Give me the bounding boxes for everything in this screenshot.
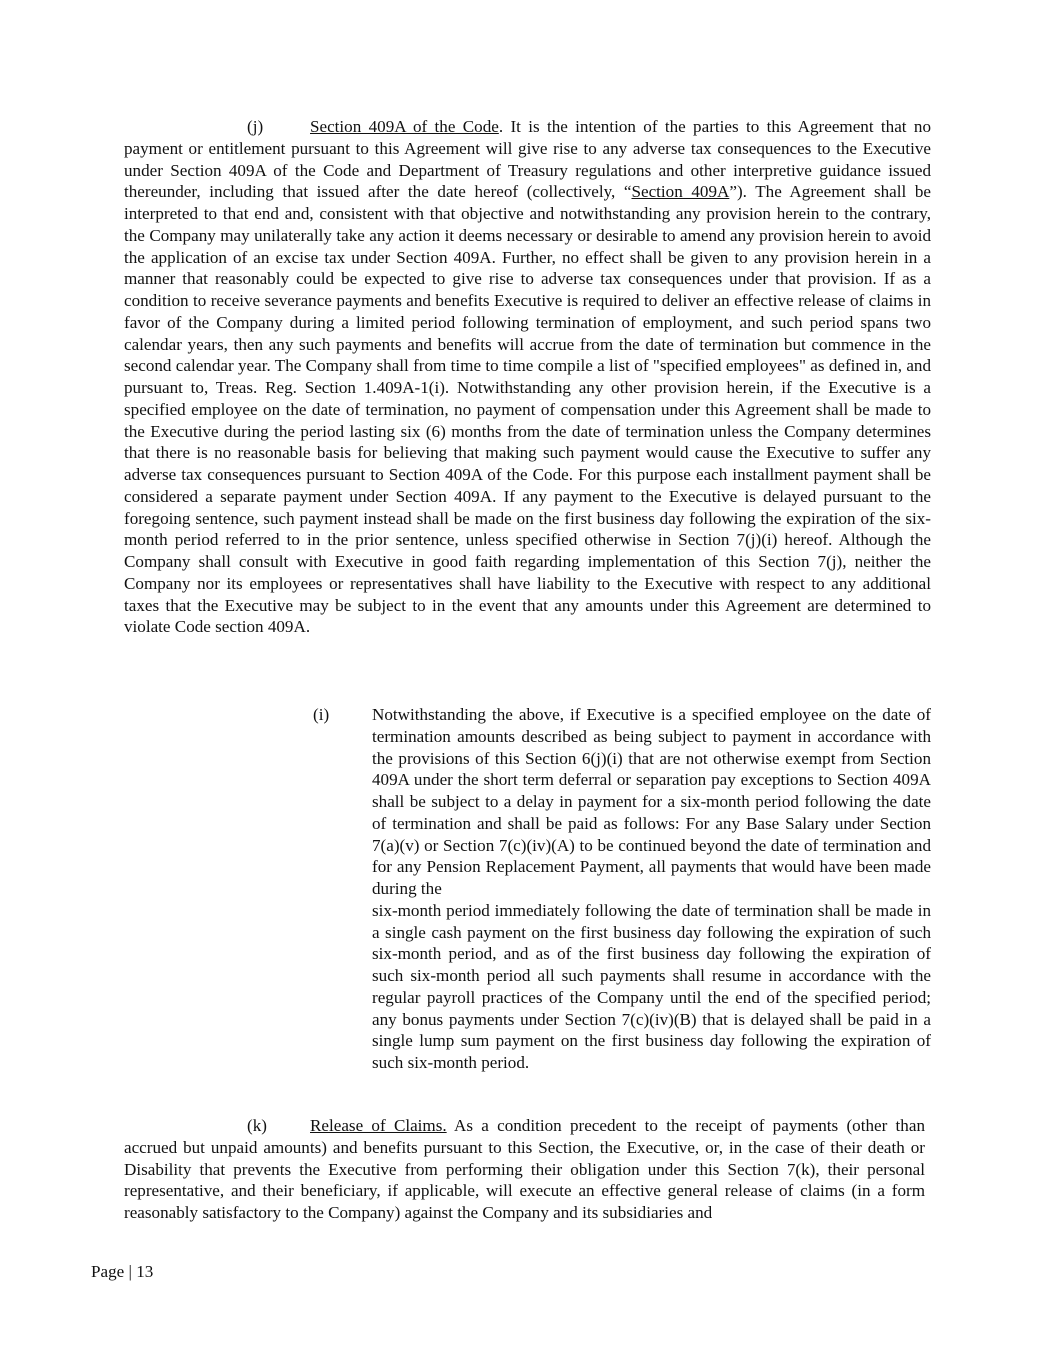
- section-k-paragraph: [124, 1115, 925, 1224]
- section-k-text: As a condition precedent to the receipt of payments (other than accrued but unpaid amounts) and benefits pursuant to this Section, the Executive, or, in the case of their death or Disability that prevents the Executive from performing their obligation under this Section 7(k), their personal representative, and their beneficiary, if applicable, will execute an effective general release of claims (in a form reasonably satisfactory to the Company) against the Company and its subsidiaries and: [124, 1116, 925, 1222]
- section-j-text-1: . It is the intention of the parties to this Agreement that no payment or entitlement pursuant to this Agreement will give rise to any adverse tax consequences to the Executive under Section 409A of the Code and Department of Treasury regulations and other interpretive guidance issued thereunder, including that issued after the date hereof (collectively, “: [124, 117, 931, 202]
- subsection-i-text-1: Notwithstanding the above, if Executive is a specified employee on the date of termination amounts described as being subject to payment in accordance with the provisions of this Section 6(j)(i) that are not otherwise exempt from Section 409A under the short term deferral or separation pay exceptions to Section 409A shall be subject to a delay in payment for a six-month period following the date of termination and shall be paid as follows: For any Base Salary under Section 7(a)(v) or Section 7(c)(iv)(A) to be continued beyond the date of termination and for any Pension Replacement Payment, all payments that would have been made during the: [372, 705, 931, 898]
- section-j-paragraph: [124, 116, 931, 638]
- page-number-footer: Page | 13: [91, 1262, 154, 1281]
- section-k-heading: Release of Claims.: [310, 1116, 447, 1135]
- subsection-i: [313, 704, 931, 1074]
- section-k-label: (k): [247, 1116, 267, 1135]
- subsection-i-body: [372, 704, 931, 1074]
- subsection-i-label: (i): [313, 705, 330, 724]
- section-j-heading: Section 409A of the Code: [310, 117, 499, 136]
- section-409a-defined-term: Section 409A: [631, 182, 730, 202]
- section-j-text-2: ”). The Agreement shall be interpreted to that end and, consistent with that objective and notwithstanding any provision herein to the contrary, the Company may unilaterally take any action it deems necessary or desirable to amend any provision herein to avoid the application of an excise tax under Section 409A. Further, no effect shall be given to any provision herein in a manner that reasonably could be expected to give rise to adverse tax consequences under that provision. If as a condition to receive severance payments and benefits Executive is required to deliver an effective release of claims in favor of the Company during a limited period following termination of employment, and such period spans two calendar years, then any such payments and benefits will accrue from the date of termination but commence in the second calendar year. The Company shall from time to time compile a list of "specified employees" as defined in, and pursuant to, Treas. Reg. Section 1.409A-1(i). Notwithstanding any other provision herein, if the Executive is a specified employee on the date of termination, no payment of compensation under this Agreement shall be made to the Executive during the period lasting six (6) months from the date of termination unless the Company determines that there is no reasonable basis for believing that making such payment would cause the Executive to suffer any adverse tax consequences pursuant to Section 409A of the Code. For this purpose each installment payment shall be considered a separate payment under Section 409A. If any payment to the Executive is delayed pursuant to the foregoing sentence, such payment instead shall be made on the first business day following the expiration of the six-month period referred to in the prior sentence, unless specified otherwise in Section 7(j)(i) hereof. Although the Company shall consult with Executive in good faith regarding implementation of this Section 7(j), neither the Company nor its employees or representatives shall have liability to the Executive with respect to any additional taxes that the Executive may be subject to in the event that any amounts under this Agreement are determined to violate Code section 409A.: [124, 182, 931, 637]
- section-j-label: (j): [247, 117, 264, 136]
- subsection-i-text-2: six-month period immediately following the date of termination shall be made in a single cash payment on the first business day following the expiration of such six-month period, and as of the first business day following the expiration of such six-month period all such payments shall resume in accordance with the regular payroll practices of the Company until the end of the specified period; any bonus payments under Section 7(c)(iv)(B) that is delayed shall be paid in a single lump sum payment on the first business day following the expiration of such six-month period.: [372, 900, 931, 1072]
